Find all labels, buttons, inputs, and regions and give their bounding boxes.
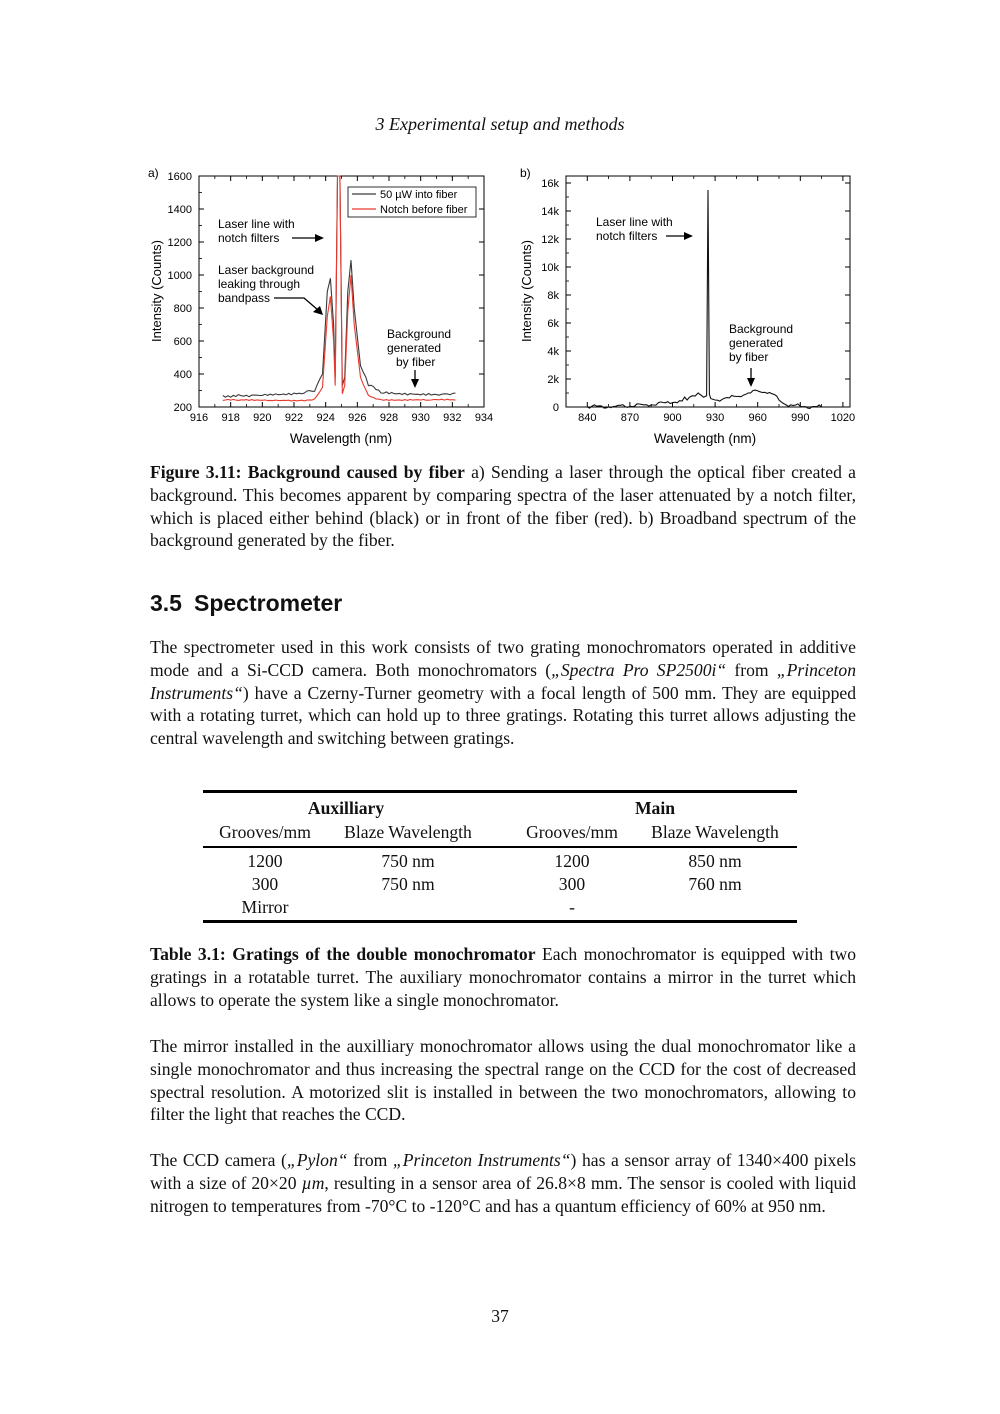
figure-svg	[140, 160, 860, 450]
y-tick-label: 1600	[167, 171, 192, 183]
panel-a-xlabel: Wavelength (nm)	[289, 431, 393, 446]
x-tick-label: 926	[348, 412, 367, 424]
table-cell: 760 nm	[688, 874, 742, 894]
x-tick-label: 840	[578, 412, 597, 424]
page-number: 37	[491, 1306, 509, 1326]
annotation-b-bg-3: by fiber	[729, 350, 769, 364]
table-cell: 300	[558, 874, 586, 894]
y-tick-label: 16k	[541, 178, 559, 190]
x-tick-label: 934	[474, 412, 494, 424]
text-run: from	[347, 1150, 393, 1170]
annotation-b-bg-1: Background	[729, 322, 794, 336]
annotation-b-bg-2: generated	[729, 336, 784, 350]
table-group-main: Main	[634, 798, 676, 818]
panel-b-ylabel: Intensity (Counts)	[519, 240, 534, 342]
table-cell: 850 nm	[688, 851, 742, 871]
paragraph-ccd	[150, 1149, 856, 1217]
y-tick-label: 800	[173, 303, 192, 315]
arrow-icon	[292, 234, 324, 242]
annotation-bg-1: Background	[387, 327, 452, 341]
x-tick-label: 918	[221, 412, 240, 424]
product-name: „Pylon“	[286, 1150, 348, 1170]
text-run: The CCD camera (	[150, 1150, 287, 1170]
x-tick-label: 930	[705, 412, 725, 424]
text-run: from	[726, 659, 777, 680]
table-cell: 300	[251, 874, 279, 894]
x-tick-label: 916	[189, 412, 209, 424]
table-cell: -	[569, 897, 575, 917]
table-header-cell: Blaze Wavelength	[651, 822, 779, 842]
table-cell: 1200	[554, 851, 590, 871]
table-caption-text: Each monochromator is equipped with two gratings in a rotatable turret. The auxiliary monochromator contains a mirror in the turret which allows to operate the system like a single monochromator.	[150, 944, 856, 1010]
table-caption-label: Table 3.1: Gratings of the double monochromator	[150, 944, 536, 964]
legend-item-fiber: 50 µW into fiber	[380, 189, 458, 201]
y-tick-label: 14k	[541, 206, 559, 218]
running-header: 3 Experimental setup and methods	[375, 114, 625, 134]
table-top-rule	[203, 790, 797, 793]
y-tick-label: 200	[173, 402, 192, 414]
x-tick-label: 928	[379, 412, 399, 424]
table-mid-rule	[203, 846, 797, 848]
annotation-leak-1: Laser background	[218, 263, 315, 277]
annotation-laser-line-2: notch filters	[218, 231, 280, 245]
table-cell: 750 nm	[381, 874, 435, 894]
section-title: Spectrometer	[193, 590, 343, 616]
panel-b-xlabel: Wavelength (nm)	[653, 431, 757, 446]
arrow-icon	[274, 298, 323, 315]
arrow-icon	[747, 368, 755, 387]
company-name: „Princeton Instruments“	[392, 1150, 571, 1170]
y-tick-label: 1200	[167, 237, 192, 249]
figure-caption-text: a) Sending a laser through the optical fiber created a background. This becomes apparent by comparing spectra of the laser attenuated by a notch filter, which is placed either behind (black) or in front of the fiber (red). b) Broadband spectrum of the background generated by the fiber.	[150, 462, 856, 551]
panel-a-ylabel: Intensity (Counts)	[149, 240, 164, 342]
annotation-bg-2: generated	[387, 341, 442, 355]
table-bottom-rule	[203, 920, 797, 923]
annotation-leak-3: bandpass	[218, 291, 271, 305]
y-tick-label: 10k	[541, 262, 559, 274]
y-tick-label: 6k	[547, 318, 559, 330]
figure-caption	[150, 461, 856, 552]
table-cell: 750 nm	[381, 851, 435, 871]
x-tick-label: 1020	[830, 412, 856, 424]
panel-a-label: a)	[148, 166, 159, 180]
table-cell: 1200	[247, 851, 283, 871]
annotation-b-laser-line-1: Laser line with	[596, 215, 673, 229]
figure-3-11	[140, 160, 860, 450]
x-tick-label: 960	[748, 412, 767, 424]
x-tick-label: 922	[284, 412, 304, 424]
x-tick-label: 920	[253, 412, 272, 424]
text-run: ) has a sensor array of 1340×400 pixels with a size of 20×20	[150, 1150, 856, 1193]
annotation-laser-line-1: Laser line with	[218, 217, 295, 231]
annotation-bg-3: by fiber	[396, 355, 436, 369]
y-tick-label: 4k	[547, 346, 559, 358]
section-number: 3.5	[150, 590, 182, 616]
paragraph-mirror: The mirror installed in the auxilliary monochromator allows using the dual monochromator like a single monochromator and thus increasing the spectral range on the CCD for the cost of decreased spectral resolution. A motorized slit is installed in between the two monochromators, allowing to filter the light that reaches the CCD.	[150, 1036, 856, 1125]
y-tick-label: 0	[552, 402, 559, 414]
arrow-icon	[411, 370, 419, 388]
x-tick-label: 990	[791, 412, 810, 424]
y-tick-label: 12k	[541, 234, 559, 246]
x-tick-label: 900	[663, 412, 682, 424]
paragraph-spectrometer	[150, 636, 856, 750]
y-tick-label: 8k	[547, 290, 559, 302]
x-tick-label: 924	[316, 412, 335, 424]
annotation-leak-2: leaking through	[218, 277, 301, 291]
unit-symbol: µm	[301, 1172, 325, 1193]
table-caption	[150, 943, 856, 1011]
y-tick-label: 2k	[547, 374, 559, 386]
text-run: ) have a Czerny-Turner geometry with a focal length of 500 mm. They are equipped with a rotating turret, which can hold up to three gratings. Rotating this turret allows adjusting the central wavelength and switching between gratings.	[150, 682, 856, 749]
arrow-icon	[666, 232, 693, 240]
text-run: , resulting in a sensor area of 26.8×8 mm. The sensor is cooled with liquid nitrogen to temperatures from -70°C to -120°C and has a quantum efficiency of 60% at 950 nm.	[150, 1172, 856, 1216]
panel-a-legend	[348, 187, 476, 217]
y-tick-label: 1400	[167, 204, 192, 216]
y-tick-label: 600	[173, 336, 192, 348]
section-heading	[150, 590, 354, 617]
x-tick-label: 870	[620, 412, 640, 424]
product-name: „Spectra Pro SP2500i“	[551, 659, 727, 680]
x-tick-label: 932	[443, 412, 462, 424]
company-name: „Princeton Instruments“	[150, 659, 857, 703]
annotation-b-laser-line-2: notch filters	[596, 229, 658, 243]
panel-b-label: b)	[520, 166, 531, 180]
table-header-cell: Grooves/mm	[526, 822, 618, 842]
table-group-auxilliary: Auxilliary	[307, 798, 385, 818]
table-header-cell: Grooves/mm	[219, 822, 311, 842]
y-tick-label: 400	[173, 369, 192, 381]
table-header-cell: Blaze Wavelength	[344, 822, 472, 842]
text-run: The spectrometer used in this work consists of two grating monochromators operated in additive mode and a Si-CCD camera. Both monochromators (	[150, 637, 856, 680]
y-tick-label: 1000	[167, 270, 192, 282]
table-cell: Mirror	[241, 897, 289, 917]
figure-caption-label: Figure 3.11: Background caused by fiber	[150, 462, 465, 482]
legend-item-notch: Notch before fiber	[380, 204, 468, 216]
x-tick-label: 930	[411, 412, 430, 424]
